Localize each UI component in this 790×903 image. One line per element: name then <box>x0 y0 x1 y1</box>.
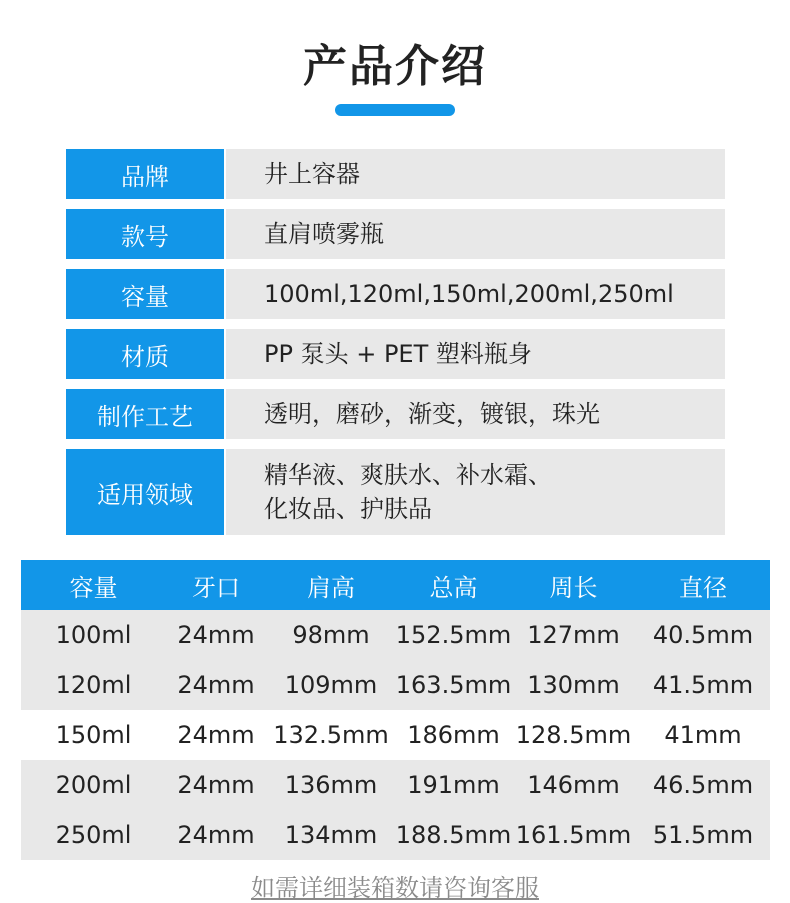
table-row <box>21 610 770 660</box>
table-row <box>21 810 770 860</box>
table-cell: 132.5mm <box>273 721 389 749</box>
table-cell: 24mm <box>177 621 255 649</box>
column-header: 肩高 <box>307 573 355 602</box>
column-header: 容量 <box>69 573 118 602</box>
spec-row-model <box>66 209 725 259</box>
table-row <box>21 710 770 760</box>
table-cell: 41mm <box>664 721 742 749</box>
table-cell: 24mm <box>177 671 255 699</box>
table-cell: 146mm <box>527 771 620 799</box>
spec-value-line: 化妆品、护肤品 <box>264 495 432 523</box>
table-cell: 100ml <box>55 621 132 649</box>
spec-label: 品牌 <box>66 149 224 199</box>
table-cell: 150ml <box>55 721 132 749</box>
spec-label: 材质 <box>66 329 224 379</box>
table-cell: 98mm <box>292 621 370 649</box>
spec-label: 适用领域 <box>66 449 224 535</box>
table-cell: 128.5mm <box>515 721 632 749</box>
contact-note-link[interactable]: 如需详细装箱数请咨询客服 <box>251 874 539 902</box>
table-cell: 250ml <box>55 821 132 849</box>
table-header <box>21 560 770 610</box>
spec-label: 容量 <box>66 269 224 319</box>
table-cell: 46.5mm <box>652 771 754 799</box>
spec-row-usage <box>66 449 725 535</box>
page-title: 产品介绍 <box>303 41 487 92</box>
column-header: 周长 <box>549 573 598 602</box>
column-header: 直径 <box>679 573 727 602</box>
table-cell: 136mm <box>284 771 378 799</box>
spec-row-brand <box>66 149 725 199</box>
table-cell: 200ml <box>55 771 132 799</box>
spec-value: 直肩喷雾瓶 <box>226 209 725 259</box>
spec-value-line: 精华液、爽肤水、补水霜、 <box>264 461 552 489</box>
table-cell: 120ml <box>55 671 132 699</box>
table-cell: 51.5mm <box>652 821 754 849</box>
table-cell: 163.5mm <box>395 671 512 699</box>
table-cell: 40.5mm <box>652 621 754 649</box>
table-cell: 24mm <box>177 821 255 849</box>
spec-value: 井上容器 <box>226 149 725 199</box>
table-cell: 24mm <box>177 771 255 799</box>
table-cell: 130mm <box>527 671 620 699</box>
spec-row-material <box>66 329 725 379</box>
table-row <box>21 760 770 810</box>
spec-label: 款号 <box>66 209 224 259</box>
column-header: 总高 <box>429 573 478 602</box>
table-cell: 41.5mm <box>652 671 754 699</box>
spec-row-capacity <box>66 269 725 319</box>
table-cell: 134mm <box>284 821 378 849</box>
spec-value: 透明，磨砂，渐变，镀银，珠光 <box>226 389 725 439</box>
table-cell: 152.5mm <box>395 621 512 649</box>
spec-value: PP 泵头 + PET 塑料瓶身 <box>226 329 725 379</box>
spec-label: 制作工艺 <box>66 389 224 439</box>
spec-row-process <box>66 389 725 439</box>
spec-value: 100ml,120ml,150ml,200ml,250ml <box>226 269 725 319</box>
column-header: 牙口 <box>192 573 240 602</box>
table-cell: 127mm <box>527 621 620 649</box>
table-cell: 109mm <box>284 671 378 699</box>
table-row <box>21 660 770 710</box>
table-cell: 161.5mm <box>515 821 632 849</box>
size-table <box>21 560 770 860</box>
table-cell: 188.5mm <box>395 821 512 849</box>
table-cell: 186mm <box>407 721 500 749</box>
table-cell: 191mm <box>407 771 500 799</box>
table-cell: 24mm <box>177 721 255 749</box>
title-underline <box>335 104 455 116</box>
spec-value <box>226 449 725 535</box>
